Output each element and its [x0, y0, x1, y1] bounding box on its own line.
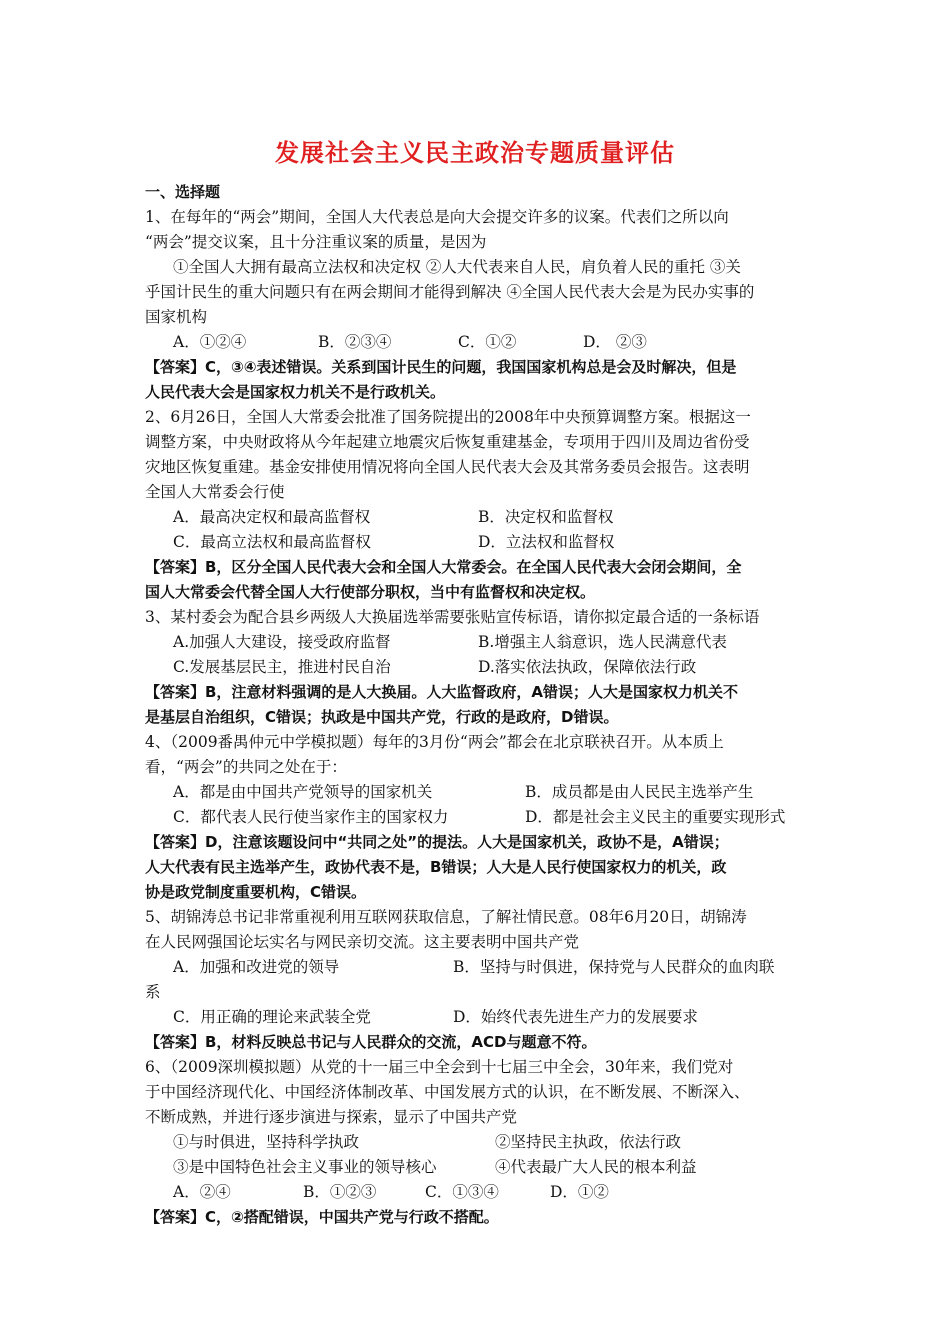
question-text: 6、（2009深圳模拟题）从党的十一届三中全会到十七届三中全会，30年来，我们党对 [145, 1058, 734, 1076]
answer-text: 人民代表大会是国家权力机关不是行政机关。 [145, 383, 446, 401]
options-row [145, 505, 817, 530]
question-3 [145, 605, 817, 730]
options-row [145, 1005, 817, 1030]
option-b-wrap: 系 [145, 983, 161, 1001]
options-row [145, 630, 817, 655]
answer-text: 人大代表有民主选举产生，政协代表不是，B错误；人大是人民行使国家权力的机关，政 [145, 858, 727, 876]
options-row [145, 655, 817, 680]
option-a: A．加强和改进党的领导 [173, 958, 340, 976]
answer-text: 国人大常委会代替全国人大行使部分职权，当中有监督权和决定权。 [145, 583, 596, 601]
answer-text: 【答案】C，②搭配错误，中国共产党与行政不搭配。 [145, 1208, 499, 1226]
answer-text: 是基层自治组织，C错误；执政是中国共产党，行政的是政府，D错误。 [145, 708, 619, 726]
question-text: 5、胡锦涛总书记非常重视利用互联网获取信息，了解社情民意。08年6月20日，胡锦涛 [145, 908, 747, 926]
option-b: B．决定权和监督权 [478, 508, 614, 526]
question-text: 在人民网强国论坛实名与网民亲切交流。这主要表明中国共产党 [145, 933, 580, 951]
option-c: C．最高立法权和最高监督权 [173, 533, 371, 551]
option-c: C．①③④ [425, 1183, 499, 1201]
statement-text: 国家机构 [145, 308, 208, 326]
option-a: A．①②④ [173, 333, 247, 351]
option-c: C．都代表人民行使当家作主的国家权力 [173, 808, 449, 826]
statements-row [145, 1155, 817, 1180]
question-text: 看，“两会”的共同之处在于： [145, 758, 347, 776]
document-body [145, 180, 817, 1230]
question-6 [145, 1055, 817, 1230]
option-a: A．都是由中国共产党领导的国家机关 [173, 783, 433, 801]
statement-text: ①全国人大拥有最高立法权和决定权 ②人大代表来自人民，肩负着人民的重托 ③关 [173, 258, 741, 276]
question-text: “两会”提交议案，且十分注重议案的质量，是因为 [145, 233, 487, 251]
question-text: 全国人大常委会行使 [145, 483, 285, 501]
option-c: C．①② [458, 333, 517, 351]
answer-text: 【答案】B，注意材料强调的是人大换届。人大监督政府，A错误；人大是国家权力机关不 [145, 683, 739, 701]
options-row [145, 530, 817, 555]
question-5 [145, 905, 817, 1055]
statement-4: ④代表最广大人民的根本利益 [495, 1158, 697, 1176]
option-d: D．立法权和监督权 [478, 533, 615, 551]
answer-text: 协是政党制度重要机构，C错误。 [145, 883, 367, 901]
question-1 [145, 205, 817, 405]
options-row [145, 805, 817, 830]
answer-text: 【答案】D，注意该题设问中“共同之处”的提法。人大是国家机关，政协不是，A错误； [145, 833, 729, 851]
statement-2: ②坚持民主执政，依法行政 [495, 1133, 682, 1151]
option-b: B.增强主人翁意识，选人民满意代表 [478, 633, 727, 651]
option-b: B．①②③ [303, 1183, 377, 1201]
option-d: D． ②③ [583, 333, 647, 351]
statement-1: ①与时俱进，坚持科学执政 [173, 1133, 360, 1151]
option-b: B．成员都是由人民民主选举产生 [525, 783, 754, 801]
option-a: A.加强人大建设，接受政府监督 [173, 633, 391, 651]
question-text: 4、（2009番禺仲元中学模拟题）每年的3月份“两会”都会在北京联袂召开。从本质上 [145, 733, 724, 751]
question-text: 于中国经济现代化、中国经济体制改革、中国发展方式的认识，在不断发展、不断深入、 [145, 1083, 750, 1101]
question-4 [145, 730, 817, 905]
options-row [145, 955, 817, 980]
answer-text: 【答案】B，材料反映总书记与人民群众的交流，ACD与题意不符。 [145, 1033, 597, 1051]
question-2 [145, 405, 817, 605]
options-row [145, 1180, 817, 1205]
statements-row [145, 1130, 817, 1155]
options-row [145, 780, 817, 805]
option-d: D．都是社会主义民主的重要实现形式 [525, 808, 786, 826]
option-b: B．坚持与时俱进，保持党与人民群众的血肉联 [453, 958, 775, 976]
option-b: B．②③④ [318, 333, 392, 351]
option-a: A．最高决定权和最高监督权 [173, 508, 371, 526]
statement-text: 乎国计民生的重大问题只有在两会期间才能得到解决 ④全国人民代表大会是为民办实事的 [145, 283, 755, 301]
option-d: D.落实依法执政，保障依法行政 [478, 658, 697, 676]
answer-text: 【答案】C，③④表述错误。关系到国计民生的问题，我国国家机构总是会及时解决，但是 [145, 358, 737, 376]
question-text: 调整方案，中央财政将从今年起建立地震灾后恢复重建基金，专项用于四川及周边省份受 [145, 433, 750, 451]
section-heading: 一、选择题 [145, 183, 221, 201]
option-d: D．始终代表先进生产力的发展要求 [453, 1008, 698, 1026]
options-row [145, 330, 817, 355]
option-c: C.发展基层民主，推进村民自治 [173, 658, 391, 676]
answer-text: 【答案】B，区分全国人民代表大会和全国人大常委会。在全国人民代表大会闭会期间，全 [145, 558, 742, 576]
question-text: 不断成熟，并进行逐步演进与探索，显示了中国共产党 [145, 1108, 518, 1126]
question-text: 1、在每年的“两会”期间，全国人大代表总是向大会提交许多的议案。代表们之所以向 [145, 208, 729, 226]
statement-3: ③是中国特色社会主义事业的领导核心 [173, 1158, 437, 1176]
question-text: 3、某村委会为配合县乡两级人大换届选举需要张贴宣传标语，请你拟定最合适的一条标语 [145, 608, 760, 626]
page-title: 发展社会主义民主政治专题质量评估 [275, 139, 675, 167]
option-a: A．②④ [173, 1183, 231, 1201]
option-d: D．①② [550, 1183, 609, 1201]
question-text: 2、6月26日，全国人大常委会批准了国务院提出的2008年中央预算调整方案。根据这一 [145, 408, 751, 426]
option-c: C．用正确的理论来武装全党 [173, 1008, 371, 1026]
question-text: 灾地区恢复重建。基金安排使用情况将向全国人民代表大会及其常务委员会报告。这表明 [145, 458, 750, 476]
